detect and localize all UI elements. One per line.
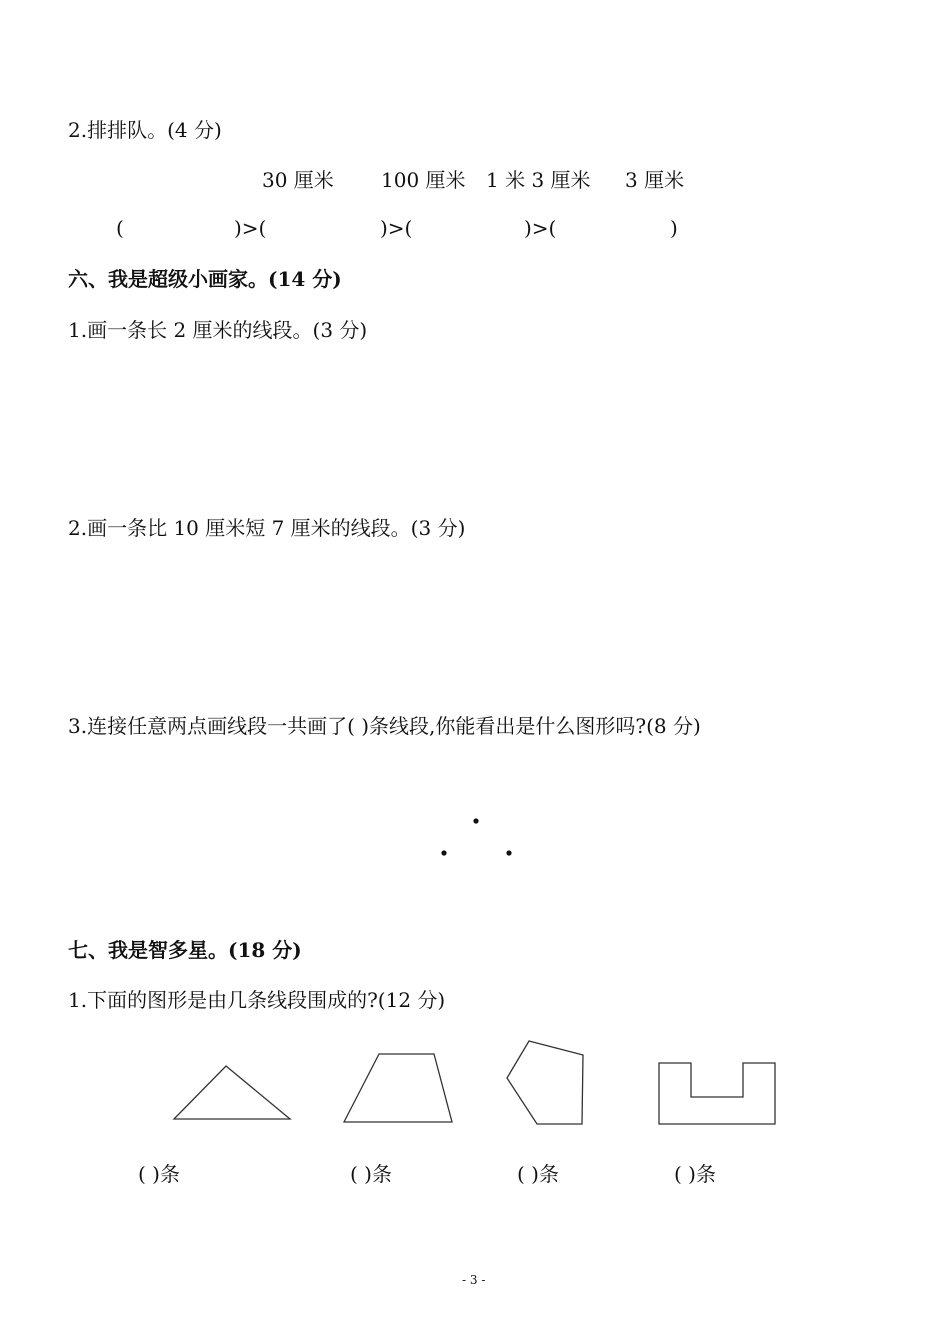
page-number: - 3 - [462, 1273, 486, 1287]
section-6-question-3: 3.连接任意两点画线段一共画了( )条线段,你能看出是什么图形吗?(8 分) [68, 714, 701, 738]
section-7-question-1: 1.下面的图形是由几条线段围成的?(12 分) [68, 988, 446, 1012]
section-6-question-2: 2.画一条比 10 厘米短 7 厘米的线段。(3 分) [68, 516, 466, 540]
trapezoid-shape [344, 1054, 452, 1122]
pentagon-shape [507, 1041, 583, 1124]
section-7-heading: 七、我是智多星。(18 分) [68, 938, 302, 962]
section-6-question-1: 1.画一条长 2 厘米的线段。(3 分) [68, 318, 368, 342]
answer-blank-open[interactable]: ( [116, 216, 124, 240]
answer-blank-sep-3[interactable]: )>( [524, 216, 557, 240]
shape-answer-4[interactable]: ( )条 [674, 1162, 716, 1186]
length-item-1: 30 厘米 [262, 168, 334, 192]
triangle-shape [174, 1066, 290, 1119]
shape-answer-3[interactable]: ( )条 [517, 1162, 559, 1186]
u-shape [659, 1063, 775, 1124]
question-5-2-title: 2.排排队。(4 分) [68, 118, 222, 142]
shape-answer-1[interactable]: ( )条 [138, 1162, 180, 1186]
answer-blank-sep-1[interactable]: )>( [234, 216, 267, 240]
section-6-heading: 六、我是超级小画家。(14 分) [68, 267, 342, 291]
shape-answer-2[interactable]: ( )条 [350, 1162, 392, 1186]
length-item-4: 3 厘米 [625, 168, 685, 192]
length-item-3: 1 米 3 厘米 [486, 168, 591, 192]
answer-blank-sep-2[interactable]: )>( [380, 216, 413, 240]
answer-blank-close[interactable]: ) [670, 216, 678, 240]
length-item-2: 100 厘米 [381, 168, 466, 192]
